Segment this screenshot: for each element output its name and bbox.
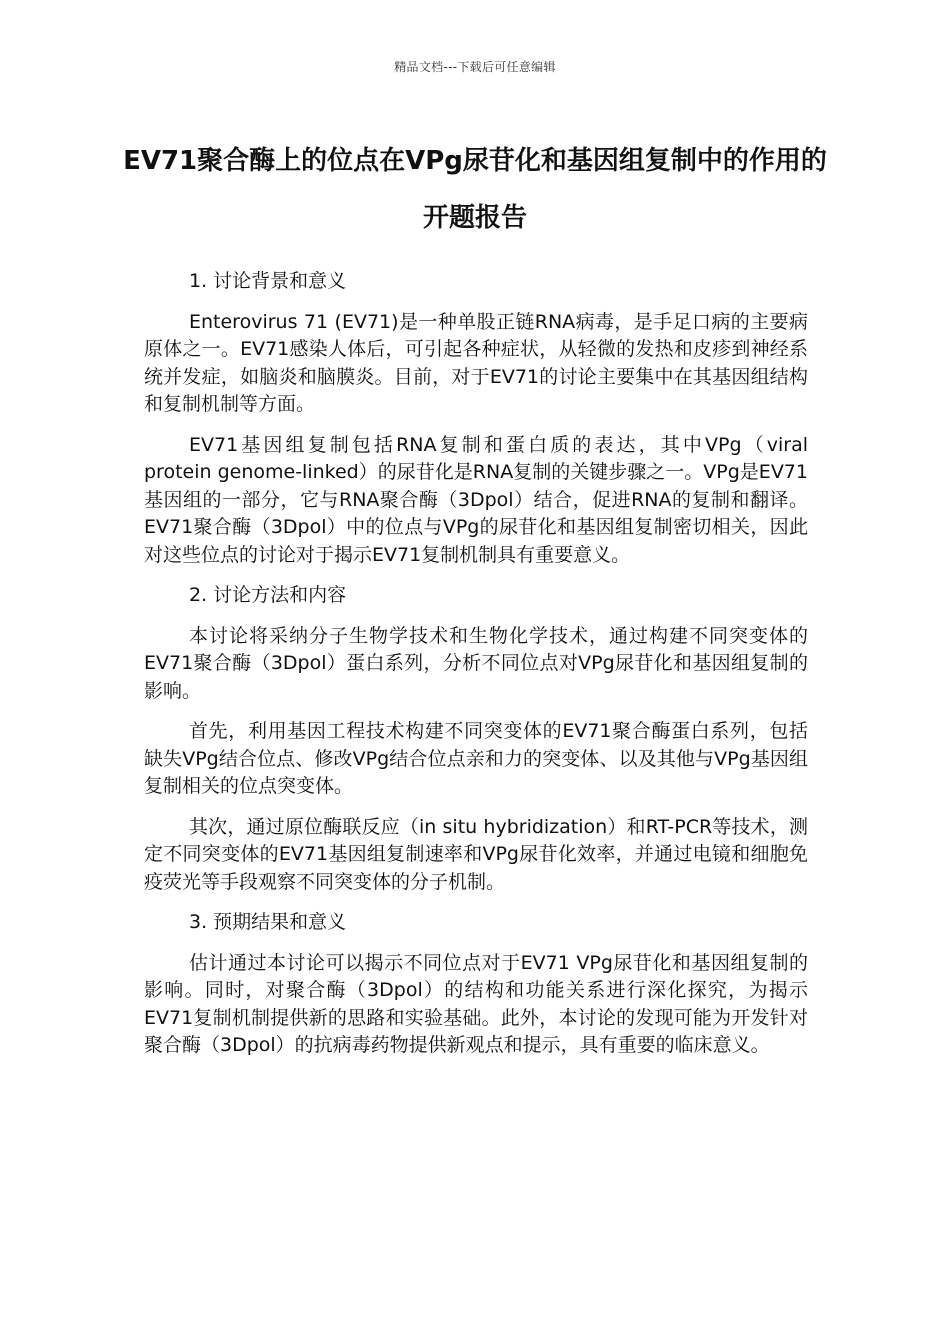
body-paragraph: Enterovirus 71 (EV71)是一种单股正链RNA病毒，是手足口病的主要病原体之一。EV71感染人体后，可引起各种症状，从轻微的发热和皮疹到神经系统并发症，如脑炎和脑膜炎。目前，对于EV71的讨论主要集中在其基因组结构和复制机制等方面。 bbox=[144, 310, 808, 415]
section-heading: 1. 讨论背景和意义 bbox=[189, 270, 347, 292]
body-paragraph: 估计通过本讨论可以揭示不同位点对于EV71 VPg尿苷化和基因组复制的影响。同时，对聚合酶（3Dpol）的结构和功能关系进行深化探究，为揭示EV71复制机制提供新的思路和实验基础。此外，本讨论的发现可能为开发针对聚合酶（3Dpol）的抗病毒药物提供新观点和提示，具有重要的临床意义。 bbox=[144, 951, 808, 1056]
document-title: EV71聚合酶上的位点在VPg尿苷化和基因组复制中的作用的开题报告 bbox=[123, 146, 827, 233]
page-header: 精品文档---下载后可任意编辑 bbox=[394, 60, 556, 74]
section-heading: 3. 预期结果和意义 bbox=[189, 911, 347, 933]
body-paragraph: 其次，通过原位酶联反应（in situ hybridization）和RT-PCR等技术，测定不同突变体的EV71基因组复制速率和VPg尿苷化效率，并通过电镜和细胞免疫荧光等手段观察不同突变体的分子机制。 bbox=[144, 815, 808, 893]
body-paragraph: EV71基因组复制包括RNA复制和蛋白质的表达，其中VPg（viral protein genome-linked）的尿苷化是RNA复制的关键步骤之一。VPg是EV71基因组的一部分，它与RNA聚合酶（3Dpol）结合，促进RNA的复制和翻译。EV71聚合酶（3Dpol）中的位点与VPg的尿苷化和基因组复制密切相关，因此对这些位点的讨论对于揭示EV71复制机制具有重要意义。 bbox=[144, 433, 808, 566]
section-heading: 2. 讨论方法和内容 bbox=[189, 584, 347, 606]
body-paragraph: 本讨论将采纳分子生物学技术和生物化学技术，通过构建不同突变体的EV71聚合酶（3Dpol）蛋白系列，分析不同位点对VPg尿苷化和基因组复制的影响。 bbox=[144, 624, 808, 702]
document-body bbox=[144, 268, 808, 1073]
body-paragraph: 首先，利用基因工程技术构建不同突变体的EV71聚合酶蛋白系列，包括缺失VPg结合位点、修改VPg结合位点亲和力的突变体、以及其他与VPg基因组复制相关的位点突变体。 bbox=[144, 720, 808, 797]
